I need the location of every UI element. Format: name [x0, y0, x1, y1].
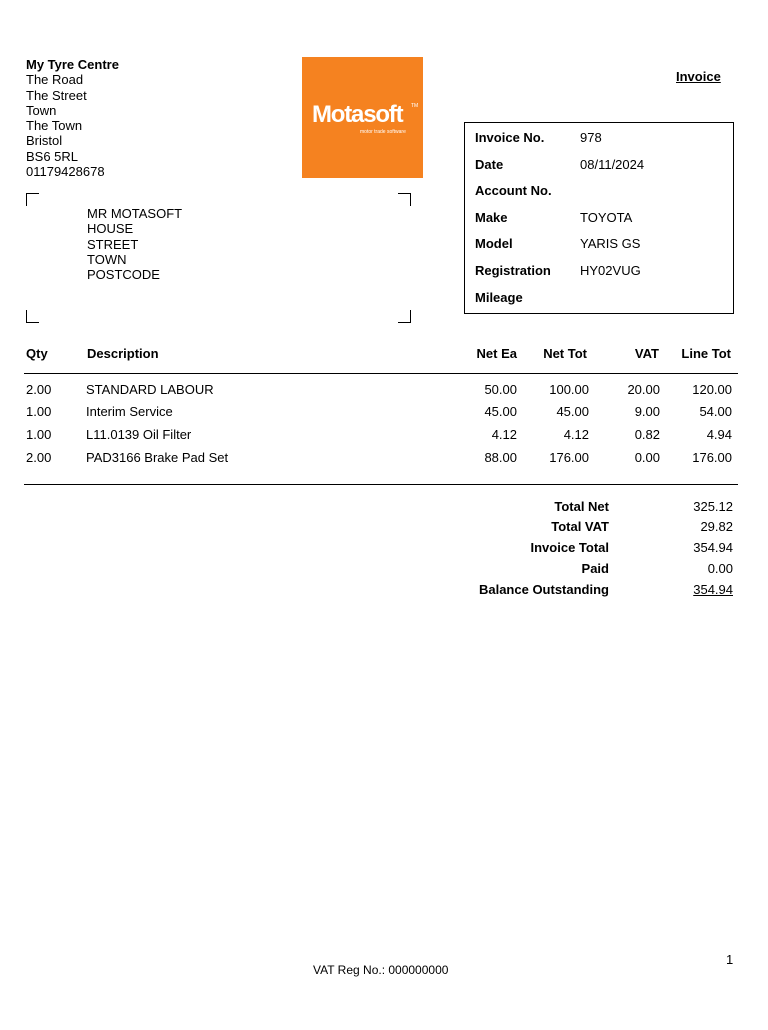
header-divider: [24, 373, 738, 374]
company-phone: 01179428678: [26, 164, 105, 180]
total-value: 354.94: [693, 582, 733, 597]
cell-line-tot: 54.00: [699, 404, 732, 419]
customer-name: MR MOTASOFT: [87, 206, 183, 221]
company-address-line: The Street: [26, 87, 87, 103]
address-corner-mark: [398, 193, 411, 206]
cell-line-tot: 4.94: [706, 427, 732, 442]
total-value: 29.82: [700, 519, 733, 534]
column-header-net-tot: Net Tot: [543, 346, 587, 361]
cell-net-ea: 88.00: [484, 450, 517, 465]
cell-qty: 1.00: [26, 427, 52, 442]
items-divider: [24, 484, 738, 485]
total-value: 0.00: [707, 561, 733, 576]
total-label: Total Net: [554, 499, 609, 514]
cell-qty: 1.00: [26, 404, 52, 419]
customer-address-line: TOWN: [87, 251, 127, 267]
info-value: TOYOTA: [580, 210, 633, 225]
info-label: Date: [475, 157, 504, 172]
total-label: Paid: [581, 561, 609, 576]
motasoft-logo: [302, 57, 423, 178]
cell-vat: 0.00: [634, 450, 660, 465]
document-title: Invoice: [676, 69, 721, 84]
info-label: Invoice No.: [475, 130, 545, 145]
company-address-line: Town: [26, 102, 57, 118]
cell-net-ea: 4.12: [491, 427, 517, 442]
info-label: Make: [475, 210, 508, 225]
cell-vat: 9.00: [634, 404, 660, 419]
page-number: 1: [726, 952, 734, 967]
cell-net-ea: 50.00: [484, 382, 517, 397]
column-header-line-tot: Line Tot: [681, 346, 731, 361]
company-address-line: The Road: [26, 72, 84, 88]
company-address-line: The Town: [26, 118, 83, 134]
customer-address-line: HOUSE: [87, 221, 134, 237]
info-label: Mileage: [475, 290, 523, 305]
total-value: 354.94: [693, 540, 733, 555]
cell-vat: 20.00: [627, 382, 660, 397]
column-header-vat: VAT: [634, 346, 659, 361]
logo-trademark: TM: [411, 103, 419, 109]
cell-net-tot: 4.12: [563, 427, 589, 442]
info-value: YARIS GS: [580, 236, 641, 251]
cell-net-tot: 45.00: [556, 404, 589, 419]
total-label: Balance Outstanding: [478, 582, 609, 597]
cell-vat: 0.82: [634, 427, 660, 442]
company-name: My Tyre Centre: [26, 57, 119, 72]
info-value: 08/11/2024: [580, 157, 645, 172]
info-value: HY02VUG: [580, 263, 641, 278]
cell-description: PAD3166 Brake Pad Set: [86, 450, 229, 465]
company-address-line: Bristol: [26, 133, 63, 149]
column-header-net-ea: Net Ea: [476, 346, 517, 361]
customer-postcode: POSTCODE: [87, 267, 160, 283]
address-corner-mark: [26, 310, 39, 323]
vat-registration: VAT Reg No.: 000000000: [313, 963, 449, 977]
cell-description: STANDARD LABOUR: [86, 382, 214, 397]
info-label: Account No.: [475, 183, 552, 198]
address-corner-mark: [398, 310, 411, 323]
invoice-info-box: [464, 122, 734, 314]
company-details: [26, 57, 119, 179]
info-value: 978: [580, 130, 602, 145]
column-header-qty: Qty: [26, 346, 48, 361]
total-label: Total VAT: [551, 519, 609, 534]
cell-qty: 2.00: [26, 450, 52, 465]
cell-line-tot: 176.00: [692, 450, 732, 465]
info-label: Registration: [475, 263, 551, 278]
cell-net-ea: 45.00: [484, 404, 517, 419]
logo-brand-text: Motasoft: [312, 101, 403, 128]
total-value: 325.12: [693, 499, 733, 514]
customer-address: [87, 206, 182, 282]
cell-net-tot: 100.00: [549, 382, 589, 397]
logo-tagline: motor trade software: [360, 129, 406, 135]
cell-line-tot: 120.00: [692, 382, 732, 397]
info-label: Model: [475, 236, 513, 251]
cell-description: L11.0139 Oil Filter: [86, 427, 192, 442]
customer-address-line: STREET: [87, 236, 139, 252]
cell-net-tot: 176.00: [549, 450, 589, 465]
cell-description: Interim Service: [86, 404, 173, 419]
column-header-description: Description: [87, 346, 159, 361]
address-corner-mark: [26, 193, 39, 206]
cell-qty: 2.00: [26, 382, 52, 397]
company-postcode: BS6 5RL: [26, 148, 79, 164]
total-label: Invoice Total: [530, 540, 609, 555]
